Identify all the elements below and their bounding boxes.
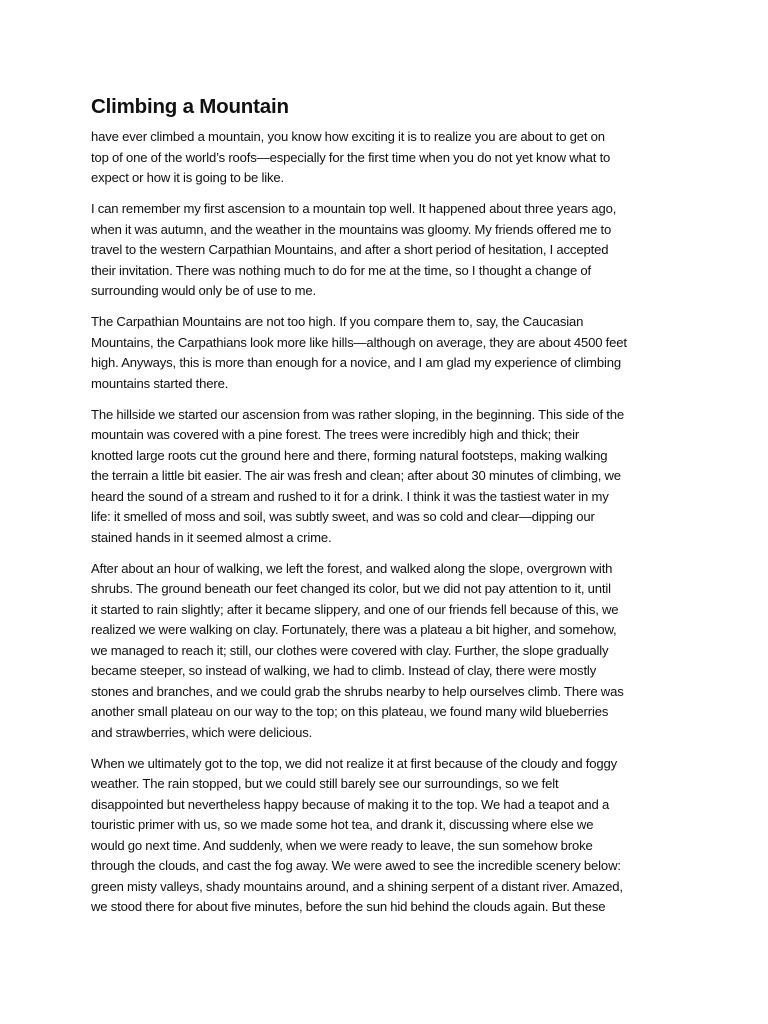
text-line: knotted large roots cut the ground here and there, forming natural footsteps, making walking: [91, 447, 608, 463]
text-line: When we ultimately got to the top, we did not realize it at first because of the cloudy and foggy: [91, 755, 618, 771]
paragraph-4: [91, 405, 687, 549]
text-line: would go next time. And suddenly, when we were ready to leave, the sun somehow broke: [91, 837, 593, 853]
text-line: it started to rain slightly; after it became slippery, and one of our friends fell because of this, we: [91, 601, 619, 617]
text-line: life: it smelled of moss and soil, was subtly sweet, and was so cold and clear—dipping our: [91, 509, 595, 524]
document-title: Climbing a Mountain: [91, 95, 289, 118]
text-line: have ever climbed a mountain, you know how exciting it is to realize you are about to get on: [91, 129, 605, 144]
text-line: their invitation. There was nothing much to do for me at the time, so I thought a change of: [91, 262, 592, 278]
document-body: [91, 93, 687, 928]
text-line: weather. The rain stopped, but we could still barely see our surroundings, so we felt: [91, 776, 559, 791]
text-line: travel to the western Carpathian Mountains, and after a short period of hesitation, I accepted: [91, 242, 609, 257]
text-line: shrubs. The ground beneath our feet changed its color, but we did not pay attention to it, until: [91, 581, 611, 596]
paragraph-5: [91, 559, 687, 744]
text-line: through the clouds, and cast the fog away. We were awed to see the incredible scenery below:: [91, 858, 621, 873]
text-line: After about an hour of walking, we left the forest, and walked along the slope, overgrown with: [91, 560, 613, 576]
paragraph-2: [91, 199, 687, 302]
text-line: top of one of the world’s roofs—especially for the first time when you do not yet know what to: [91, 149, 611, 165]
text-line: became steeper, so instead of walking, we had to climb. Instead of clay, there were mostly: [91, 663, 597, 678]
paragraph-3: [91, 312, 687, 394]
text-line: green misty valleys, shady mountains around, and a shining serpent of a distant river. Amazed,: [91, 878, 623, 894]
text-line: another small plateau on our way to the top; on this plateau, we found many wild blueberries: [91, 704, 609, 719]
text-line: I can remember my first ascension to a mountain top well. It happened about three years ago,: [91, 201, 617, 216]
text-line: disappointed but nevertheless happy because of making it to the top. We had a teapot and a: [91, 796, 610, 812]
text-line: when it was autumn, and the weather in the mountains was gloomy. My friends offered me to: [91, 221, 612, 237]
text-line: heard the sound of a stream and rushed to it for a drink. I think it was the tastiest water in my: [91, 488, 609, 504]
text-line: expect or how it is going to be like.: [91, 170, 285, 185]
text-line: surrounding would only be of use to me.: [91, 283, 316, 298]
text-line: stones and branches, and we could grab the shrubs nearby to help ourselves climb. There was: [91, 683, 624, 699]
text-line: the terrain a little bit easier. The air was fresh and clean; after about 30 minutes of climbing, we: [91, 468, 621, 483]
text-line: Mountains, the Carpathians look more like hills—although on average, they are about 4500 feet: [91, 334, 627, 350]
text-line: stained hands in it seemed almost a crime.: [91, 529, 332, 545]
text-line: high. Anyways, this is more than enough for a novice, and I am glad my experience of climbing: [91, 355, 621, 370]
text-line: mountains started there.: [91, 375, 229, 391]
text-line: touristic primer with us, so we made some hot tea, and drank it, discussing where else we: [91, 817, 594, 832]
text-line: The hillside we started our ascension from was rather sloping, in the beginning. This side of the: [91, 406, 624, 422]
text-line: The Carpathian Mountains are not too high. If you compare them to, say, the Caucasian: [91, 314, 584, 329]
text-line: we stood there for about five minutes, before the sun hid behind the clouds again. But these: [91, 899, 606, 914]
paragraph-1: [91, 127, 687, 189]
text-line: mountain was covered with a pine forest. The trees were incredibly high and thick; their: [91, 427, 580, 442]
paragraph-6: [91, 754, 687, 918]
text-line: and strawberries, which were delicious.: [91, 724, 313, 740]
text-line: realized we were walking on clay. Fortunately, there was a plateau a bit higher, and somehow,: [91, 622, 617, 637]
text-line: we managed to reach it; still, our clothes were covered with clay. Further, the slope gradually: [91, 642, 609, 658]
